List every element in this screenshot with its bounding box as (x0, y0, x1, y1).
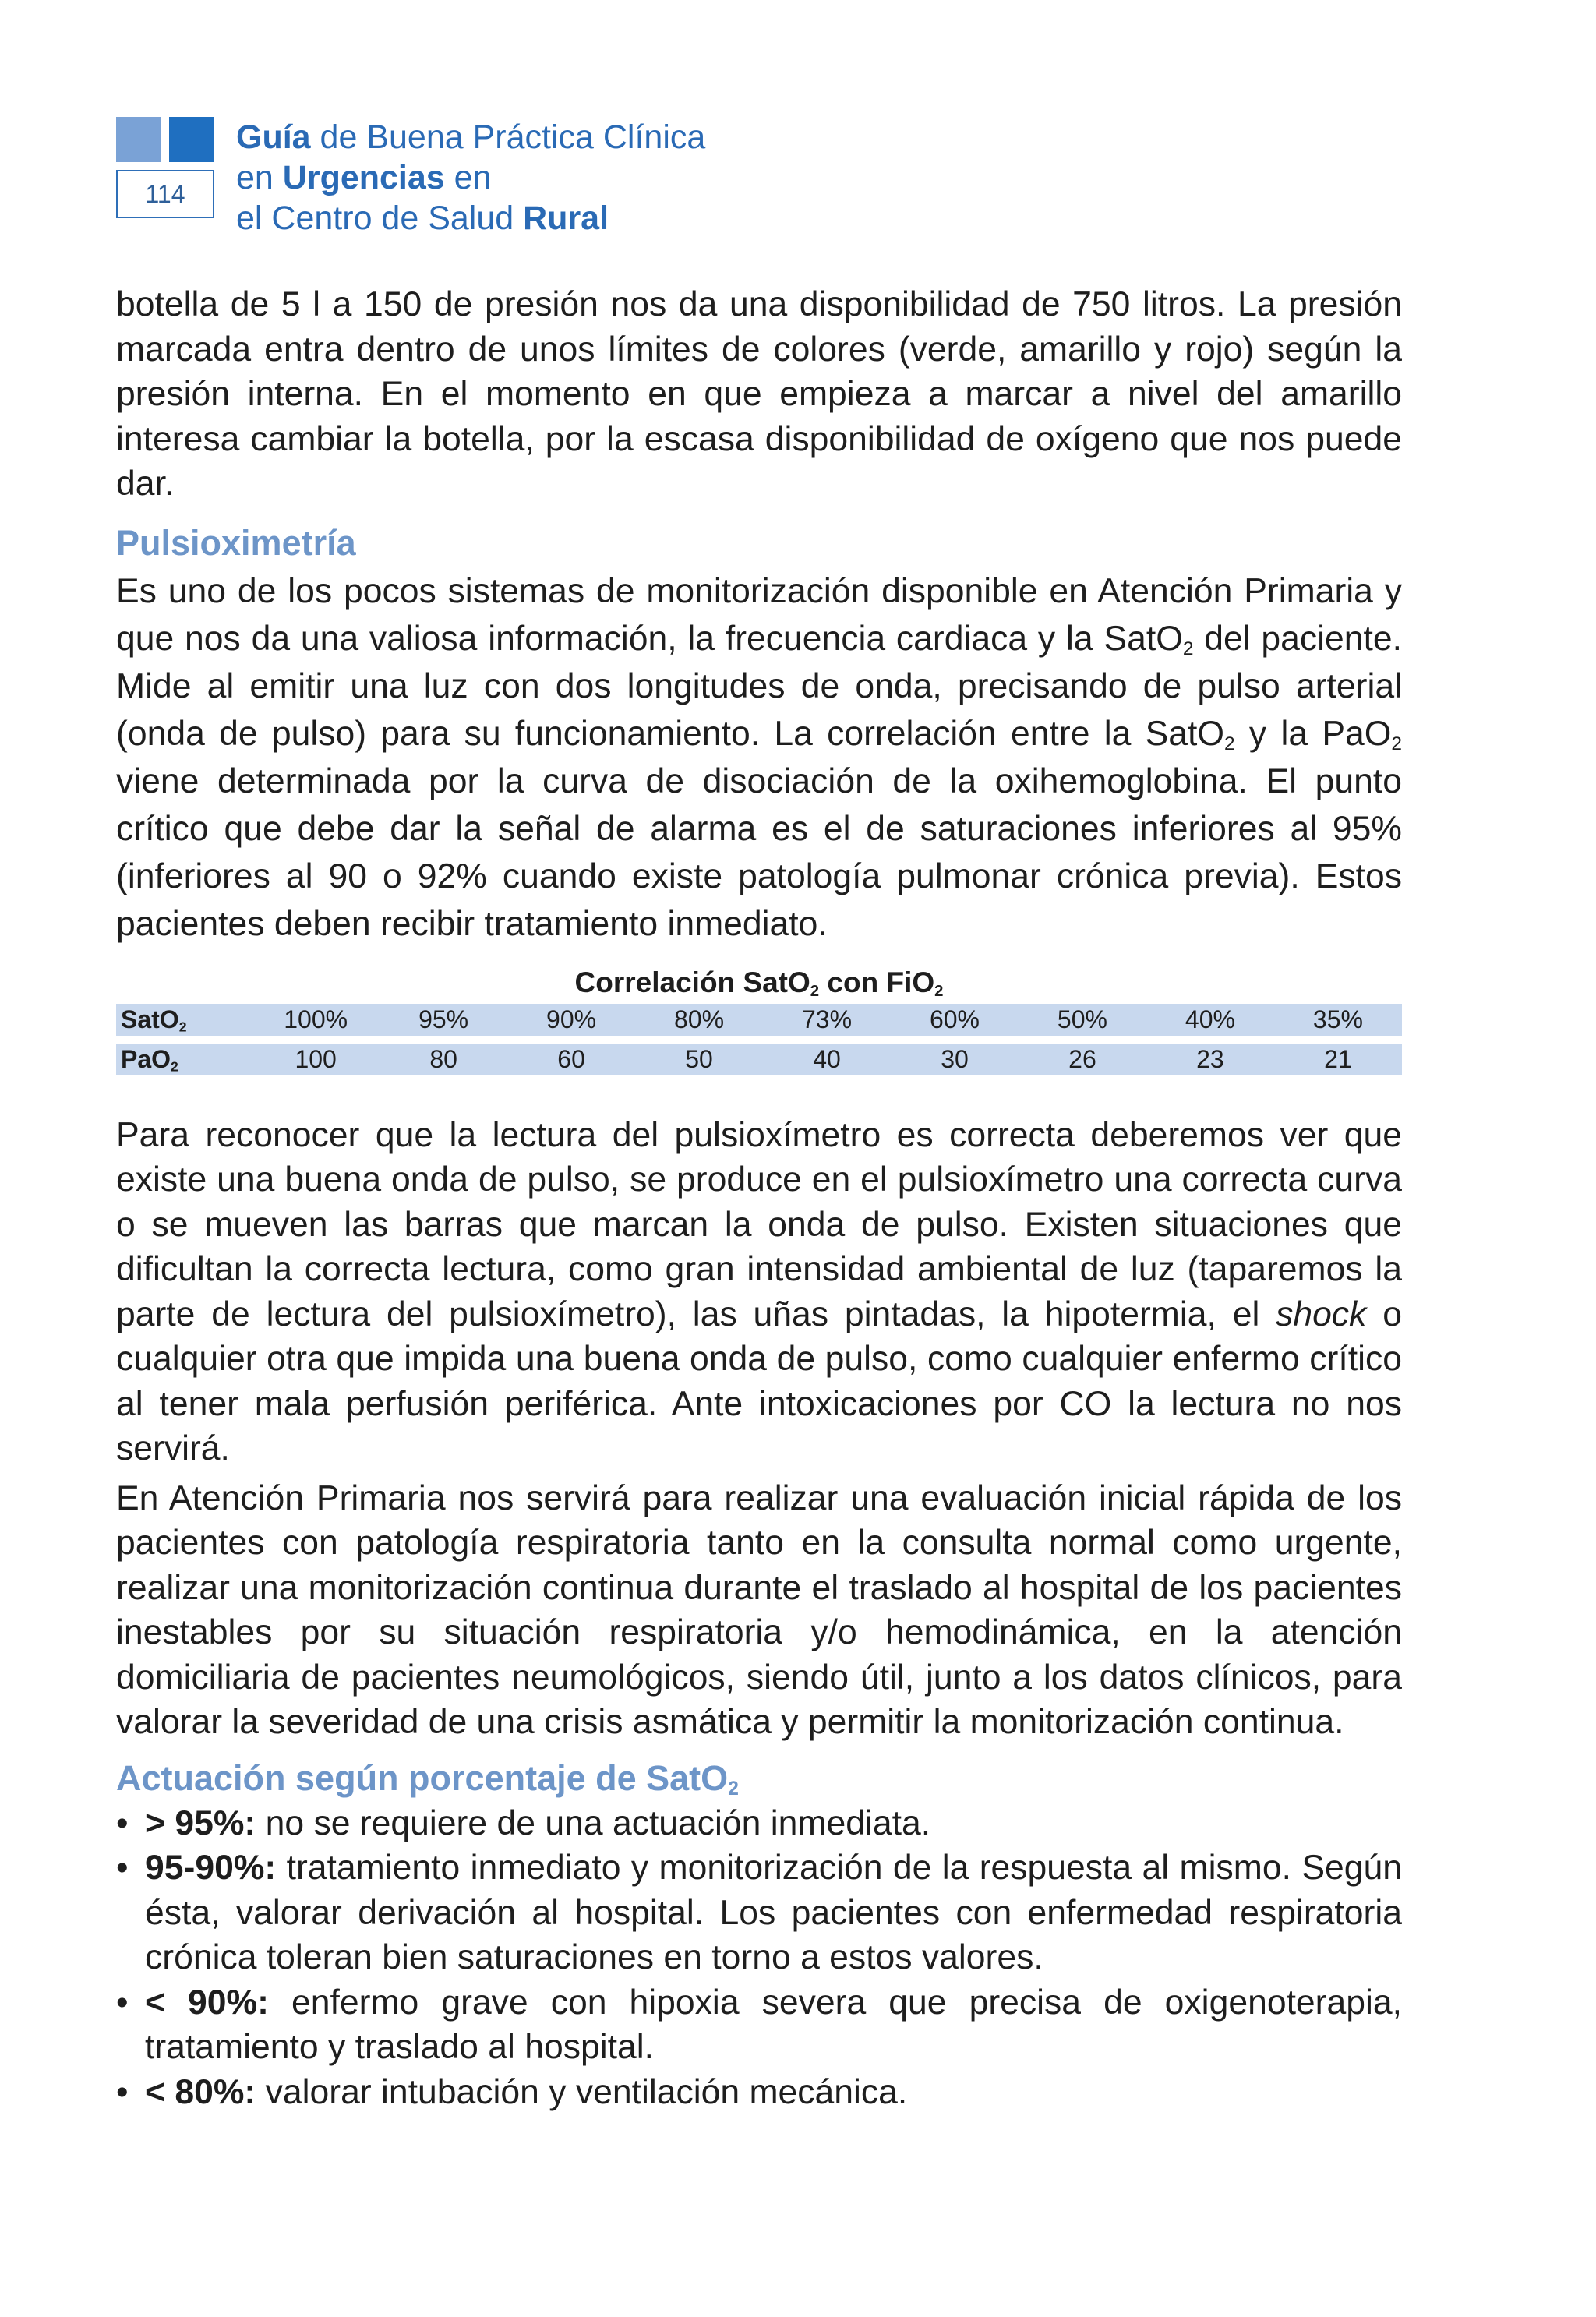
table-cell: 90% (507, 1004, 635, 1036)
table-cell: 100% (252, 1004, 380, 1036)
table-cell: 95% (380, 1004, 507, 1036)
row-label-pao2: PaO$_2$ (116, 1044, 252, 1075)
table-row-sato2 (116, 1004, 1402, 1036)
page-number: 114 (116, 170, 214, 218)
pulsioximetria-paragraph: Es uno de los pocos sistemas de monitorización disponible en Atención Primaria y que nos da una valiosa información, la frecuencia cardiaca y la SatO$_2$ del paciente. Mide al emitir una luz con dos longitudes de onda, precisando de pulso arterial (onda de pulso) para su funcionamiento. La correlación entre la SatO$_2$ y la PaO$_2$ viene determinada por la curva de disociación de la oxihemoglobina. El punto crítico que debe dar la señal de alarma es el de saturaciones inferiores al 95% (inferiores al 90 o 92% cuando existe patología pulmonar crónica previa). Estos pacientes deben recibir tratamiento inmediato. (116, 571, 1403, 943)
book-title-line-3: el Centro de Salud Rural (236, 200, 609, 237)
list-item: • < 80%: valorar intubación y ventilación mecánica. (116, 2072, 908, 2111)
table-row-pao2 (116, 1044, 1402, 1075)
table-cell: 30 (891, 1044, 1019, 1075)
correlation-table (116, 996, 1402, 1083)
logo-square-light (116, 117, 161, 162)
table-cell: 21 (1274, 1044, 1402, 1075)
table-cell: 40% (1146, 1004, 1274, 1036)
correlation-table-block (116, 965, 1402, 1083)
table-cell: 26 (1019, 1044, 1146, 1075)
table-cell: 100 (252, 1044, 380, 1075)
table-cell: 73% (763, 1004, 891, 1036)
table-cell: 50 (635, 1044, 763, 1075)
italic-term: shock (1276, 1294, 1367, 1333)
lectura-paragraph: Para reconocer que la lectura del pulsioxímetro es correcta deberemos ver que existe una buena onda de pulso, se produce en el pulsioxímetro una correcta curva o se mueven las barras que marcan la onda de pulso. Existen situaciones que dificultan la correcta lectura, como gran intensidad ambiental de luz (taparemos la parte de lectura del pulsioxímetro), las uñas pintadas, la hipotermia, el shock o cualquier otra que impida una buena onda de pulso, como cualquier enfermo crítico al tener mala perfusión periférica. Ante intoxicaciones por CO la lectura no nos servirá. (116, 1115, 1402, 1468)
table-cell: 80% (635, 1004, 763, 1036)
book-title-line-1: Guía de Buena Práctica Clínica (236, 118, 706, 156)
table-cell: 80 (380, 1044, 507, 1075)
table-cell: 35% (1274, 1004, 1402, 1036)
row-label-sato2: SatO$_2$ (116, 1004, 252, 1036)
list-item: • < 90%: enfermo grave con hipoxia severa que precisa de oxigenoterapia, tratamiento y traslado al hospital. (116, 1983, 1402, 2066)
list-item: • > 95%: no se requiere de una actuación inmediata. (116, 1803, 931, 1842)
actuacion-list (116, 1801, 1402, 2115)
table-caption: Correlación SatO$_2$ con FiO$_2$ (574, 966, 944, 1000)
section-heading-actuacion: Actuación según porcentaje de SatO$_2$ (116, 1757, 739, 1800)
table-cell: 60% (891, 1004, 1019, 1036)
atencion-primaria-paragraph: En Atención Primaria nos servirá para realizar una evaluación inicial rápida de los pacientes con patología respiratoria tanto en la consulta normal como urgente, realizar una monitorización continua durante el traslado al hospital de los pacientes inestables por su situación respiratoria y/o hemodinámica, en la atención domiciliaria de pacientes neumológicos, siendo útil, junto a los datos clínicos, para valorar la severidad de una crisis asmática y permitir la monitorización continua. (116, 1478, 1402, 1741)
logo-square-dark (169, 117, 214, 162)
page-body (116, 282, 1402, 2114)
book-title-line-2: en Urgencias en (236, 159, 492, 196)
table-cell: 50% (1019, 1004, 1146, 1036)
list-item: • 95-90%: tratamiento inmediato y monitorización de la respuesta al mismo. Según ésta, valorar derivación al hospital. Los pacientes con enfermedad respiratoria crónica toleran bien saturaciones en torno a estos valores. (116, 1849, 1402, 1976)
table-cell: 23 (1146, 1044, 1274, 1075)
page-header (116, 117, 817, 237)
intro-paragraph: botella de 5 l a 150 de presión nos da una disponibilidad de 750 litros. La presión marcada entra dentro de unos límites de colores (verde, amarillo y rojo) según la presión interna. En el momento en que empieza a marcar a nivel del amarillo interesa cambiar la botella, por la escasa disponibilidad de oxígeno que nos puede dar. (116, 285, 1402, 503)
section-heading-pulsioximetria: Pulsioximetría (116, 522, 356, 563)
book-title (236, 117, 705, 238)
table-cell: 40 (763, 1044, 891, 1075)
table-cell: 60 (507, 1044, 635, 1075)
